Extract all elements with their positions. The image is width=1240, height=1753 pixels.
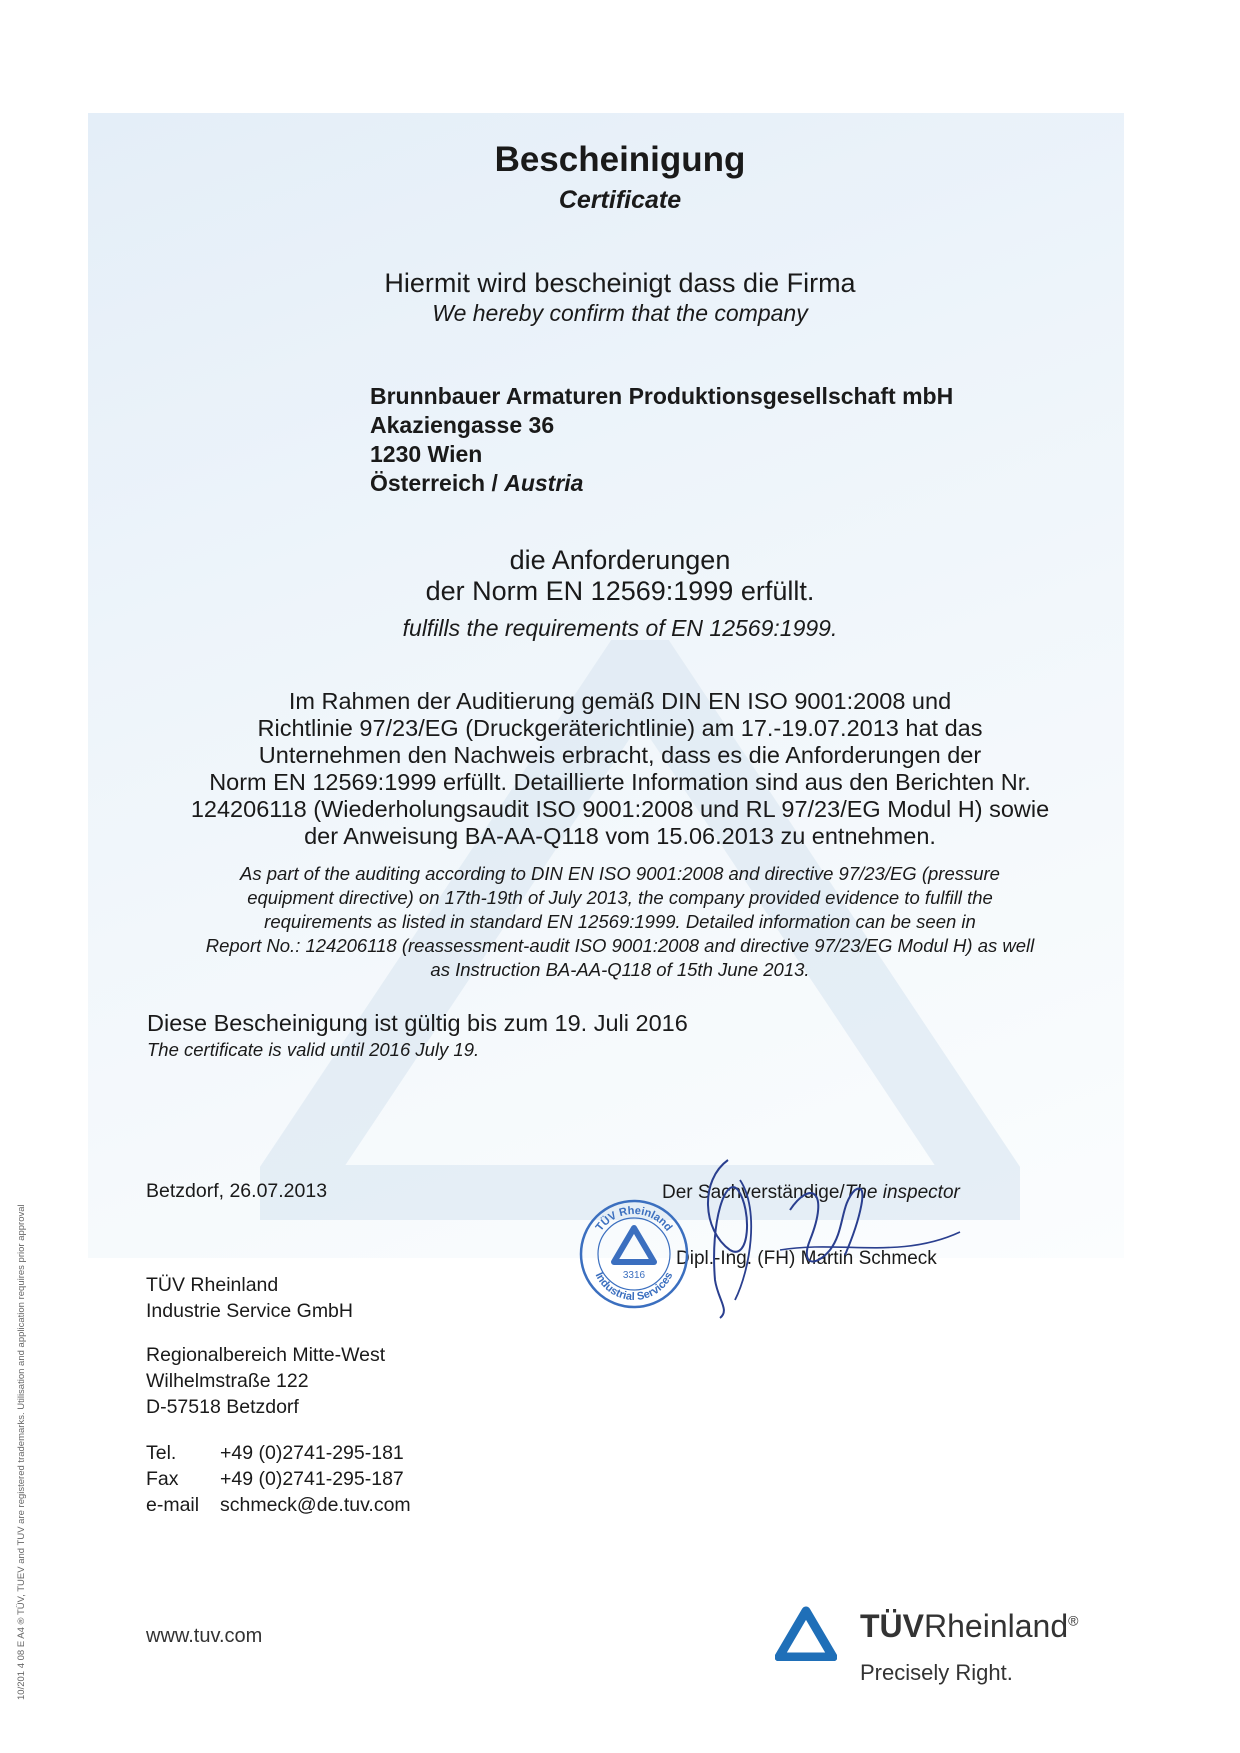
stamp-text-top: TÜV Rheinland (593, 1204, 675, 1234)
tuv-triangle-logo-icon (775, 1605, 837, 1661)
contact-block (146, 1440, 411, 1518)
inspector-role-en: The inspector (844, 1182, 960, 1203)
contact-row-tel (146, 1440, 411, 1466)
audit-en-line: as Instruction BA-AA-Q118 of 15th June 2013. (430, 959, 810, 980)
region-line2: Wilhelmstraße 122 (146, 1370, 309, 1392)
audit-en-line: As part of the auditing according to DIN EN ISO 9001:2008 and directive 97/23/EG (pressure (240, 863, 1000, 884)
inspector-name: Dipl.-Ing. (FH) Martin Schmeck (676, 1248, 937, 1269)
audit-de-line: 124206118 (Wiederholungsaudit ISO 9001:2008 und RL 97/23/EG Modul H) sowie (190, 796, 1050, 822)
page-title: Bescheinigung (494, 140, 746, 179)
audit-de-line: Unternehmen den Nachweis erbracht, dass es die Anforderungen der (258, 742, 982, 768)
brand-name-rest: Rheinland (924, 1608, 1069, 1644)
company-city: 1230 Wien (370, 441, 483, 467)
audit-en-line: requirements as listed in standard EN 12569:1999. Detailed information can be seen in (264, 911, 976, 932)
audit-de-line: Richtlinie 97/23/EG (Druckgeräterichtlinie) am 17.-19.07.2013 hat das (257, 715, 983, 741)
requirements-de-line2: der Norm EN 12569:1999 erfüllt. (425, 576, 815, 606)
stamp-text-bottom: Industrial Services (592, 1270, 676, 1304)
contact-row-email (146, 1492, 411, 1518)
registered-mark: ® (1068, 1612, 1079, 1629)
validity-block (147, 1010, 688, 1061)
validity-de: Diese Bescheinigung ist gültig bis zum 19. Juli 2016 (147, 1010, 688, 1036)
stamp-number: 3316 (622, 1270, 646, 1281)
company-country-de: Österreich / (370, 470, 498, 496)
inspector-signature (640, 1150, 970, 1320)
audit-de-line: Norm EN 12569:1999 erfüllt. Detaillierte Information sind aus den Berichten Nr. (209, 769, 1031, 795)
brand-logo-text (860, 1608, 1078, 1645)
contact-label: e-mail (146, 1494, 200, 1516)
confirmation-text-de: Hiermit wird bescheinigt dass die Firma (384, 268, 856, 298)
trademark-side-note: 10/201 4 08 E A4 ® TÜV, TUEV and TUV are registered trademarks. Utilisation and application requires prior approval (16, 1204, 27, 1700)
contact-row-fax (146, 1466, 411, 1492)
requirements-de (0, 545, 1240, 607)
contact-email-link[interactable]: schmeck@de.tuv.com (220, 1494, 411, 1516)
region-block (146, 1342, 385, 1420)
audit-en-line: Report No.: 124206118 (reassessment-audit ISO 9001:2008 and directive 97/23/EG Modul H) as well (205, 935, 1035, 956)
region-line1: Regionalbereich Mitte-West (146, 1344, 386, 1366)
contact-label: Tel. (146, 1442, 177, 1464)
contact-label: Fax (146, 1468, 179, 1490)
page-subtitle: Certificate (558, 186, 682, 214)
audit-en-line: equipment directive) on 17th-19th of July 2013, the company provided evidence to fulfill the (247, 887, 993, 908)
company-street: Akaziengasse 36 (370, 412, 555, 438)
inspector-role-de: Der Sachverständige/ (662, 1182, 845, 1203)
audit-de-line: Im Rahmen der Auditierung gemäß DIN EN ISO 9001:2008 und (288, 688, 952, 714)
requirements-en: fulfills the requirements of EN 12569:1999. (402, 615, 838, 641)
requirements-de-line1: die Anforderungen (509, 545, 731, 575)
region-line3: D-57518 Betzdorf (146, 1396, 299, 1418)
brand-name-bold: TÜV (860, 1608, 924, 1644)
issuer-block (146, 1272, 353, 1324)
company-country (370, 469, 953, 498)
company-name: Brunnbauer Armaturen Produktionsgesellschaft mbH (370, 383, 954, 409)
audit-text-de (0, 688, 1240, 850)
contact-value: +49 (0)2741-295-187 (220, 1468, 404, 1490)
confirmation-text-en: We hereby confirm that the company (432, 300, 808, 326)
issuer-line2: Industrie Service GmbH (146, 1300, 353, 1322)
audit-text-en (0, 862, 1240, 982)
place-date: Betzdorf, 26.07.2013 (146, 1180, 328, 1202)
audit-de-line: der Anweisung BA-AA-Q118 vom 15.06.2013 zu entnehmen. (304, 823, 936, 849)
issuer-line1: TÜV Rheinland (146, 1274, 279, 1296)
brand-tagline: Precisely Right. (860, 1660, 1013, 1685)
validity-en: The certificate is valid until 2016 July 19. (147, 1039, 480, 1060)
company-country-en: Austria (504, 470, 584, 496)
company-address (370, 382, 953, 498)
website-link[interactable]: www.tuv.com (146, 1625, 263, 1647)
contact-value: +49 (0)2741-295-181 (220, 1442, 404, 1464)
